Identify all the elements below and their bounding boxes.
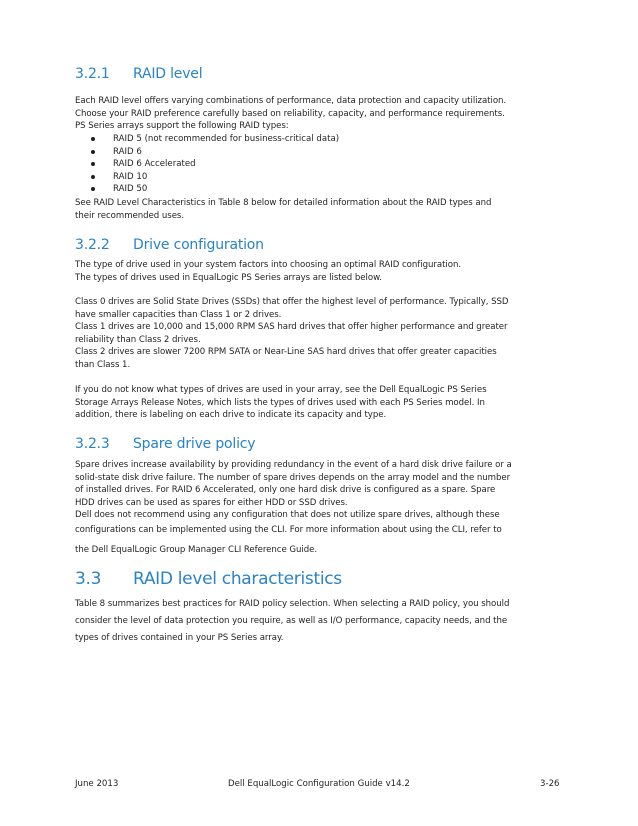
text-line: See RAID Level Characteristics in Table 8 below for detailed information about the RAID types and bbox=[75, 198, 492, 208]
text-line: Spare drives increase availability by providing redundancy in the event of a hard disk drive failure or a bbox=[75, 460, 512, 470]
text-line: The types of drives used in EqualLogic PS Series arrays are listed below. bbox=[75, 272, 382, 283]
footer-date: June 2013 bbox=[75, 779, 119, 789]
drive-config-paragraph-3 bbox=[75, 384, 575, 422]
text-line: If you do not know what types of drives are used in your array, see the Dell EqualLogic PS Series bbox=[75, 385, 487, 395]
list-item bbox=[91, 158, 339, 171]
section-heading-drive-configuration bbox=[75, 237, 264, 253]
text-line: consider the level of data protection you require, as well as I/O performance, capacity needs, and the bbox=[75, 616, 508, 626]
text-line: The type of drive used in your system factors into choosing an optimal RAID configuration. bbox=[75, 260, 462, 270]
text-line: Each RAID level offers varying combinations of performance, data protection and capacity utilization. bbox=[75, 96, 507, 106]
section-title: RAID level bbox=[133, 66, 203, 82]
bullet-icon bbox=[91, 187, 95, 191]
text-line: Dell does not recommend using any configuration that does not utilize spare drives, although these bbox=[75, 510, 500, 520]
raid-level-intro bbox=[75, 95, 575, 133]
raid-level-outro bbox=[75, 197, 575, 222]
section-number: 3.2.3 bbox=[75, 436, 110, 452]
list-item bbox=[91, 146, 339, 159]
text-line: Storage Arrays Release Notes, which lists the types of drives used with each PS Series model. In bbox=[75, 397, 485, 408]
text-line: HDD drives can be used as spares for either HDD or SSD drives. bbox=[75, 497, 348, 508]
text-line: addition, there is labeling on each drive to indicate its capacity and type. bbox=[75, 410, 387, 420]
drive-config-paragraph-1 bbox=[75, 259, 575, 284]
list-item-text: RAID 50 bbox=[113, 184, 148, 194]
section-number: 3.2.2 bbox=[75, 237, 110, 253]
text-line: their recommended uses. bbox=[75, 210, 185, 221]
text-line: Class 0 drives are Solid State Drives (SSDs) that offer the highest level of performance. Typically, SSD bbox=[75, 297, 509, 307]
section-heading-raid-characteristics bbox=[75, 569, 342, 589]
section-number: 3.3 bbox=[75, 569, 102, 589]
footer-doc-title: Dell EqualLogic Configuration Guide v14.2 bbox=[228, 779, 410, 789]
list-item bbox=[91, 171, 339, 184]
drive-config-paragraph-2 bbox=[75, 296, 575, 371]
text-line: than Class 1. bbox=[75, 359, 131, 370]
list-item bbox=[91, 133, 339, 146]
bullet-icon bbox=[91, 162, 95, 166]
text-line: the Dell EqualLogic Group Manager CLI Reference Guide. bbox=[75, 544, 318, 555]
bullet-icon bbox=[91, 137, 95, 141]
section-heading-raid-level bbox=[75, 66, 202, 82]
text-line: types of drives contained in your PS Series array. bbox=[75, 633, 284, 643]
text-line: Class 1 drives are 10,000 and 15,000 RPM SAS hard drives that offer higher performance and greater bbox=[75, 322, 508, 332]
text-line: of installed drives. For RAID 6 Accelerated, only one hard disk drive is configured as a spare. Spare bbox=[75, 485, 496, 495]
list-item-text: RAID 5 (not recommended for business-critical data) bbox=[113, 134, 340, 144]
raid-characteristics-paragraph bbox=[75, 598, 575, 649]
text-line: PS Series arrays support the following RAID types: bbox=[75, 121, 289, 131]
section-number: 3.2.1 bbox=[75, 66, 110, 82]
bullet-icon bbox=[91, 175, 95, 179]
list-item-text: RAID 6 Accelerated bbox=[113, 159, 196, 169]
text-line: reliability than Class 2 drives. bbox=[75, 334, 201, 345]
bullet-icon bbox=[91, 150, 95, 154]
text-line: solid-state disk drive failure. The number of spare drives depends on the array model and the number bbox=[75, 472, 511, 483]
footer-page-number: 3-26 bbox=[540, 779, 560, 789]
raid-types-list bbox=[91, 133, 339, 196]
list-item bbox=[91, 183, 339, 196]
text-line: Choose your RAID preference carefully based on reliability, capacity, and performance requirements. bbox=[75, 108, 505, 119]
list-item-text: RAID 6 bbox=[113, 146, 142, 157]
list-item-text: RAID 10 bbox=[113, 171, 148, 182]
section-title: Spare drive policy bbox=[133, 436, 256, 452]
section-title: Drive configuration bbox=[133, 237, 264, 253]
section-heading-spare-drive-policy bbox=[75, 436, 255, 452]
text-line: configurations can be implemented using the CLI. For more information about using the CLI, refer to bbox=[75, 524, 502, 535]
text-line: Class 2 drives are slower 7200 RPM SATA or Near-Line SAS hard drives that offer greater capacities bbox=[75, 347, 497, 357]
section-title: RAID level characteristics bbox=[133, 569, 342, 589]
text-line: Table 8 summarizes best practices for RAID policy selection. When selecting a RAID policy, you should bbox=[75, 599, 510, 609]
spare-drive-paragraph bbox=[75, 459, 575, 560]
text-line: have smaller capacities than Class 1 or 2 drives. bbox=[75, 309, 282, 320]
